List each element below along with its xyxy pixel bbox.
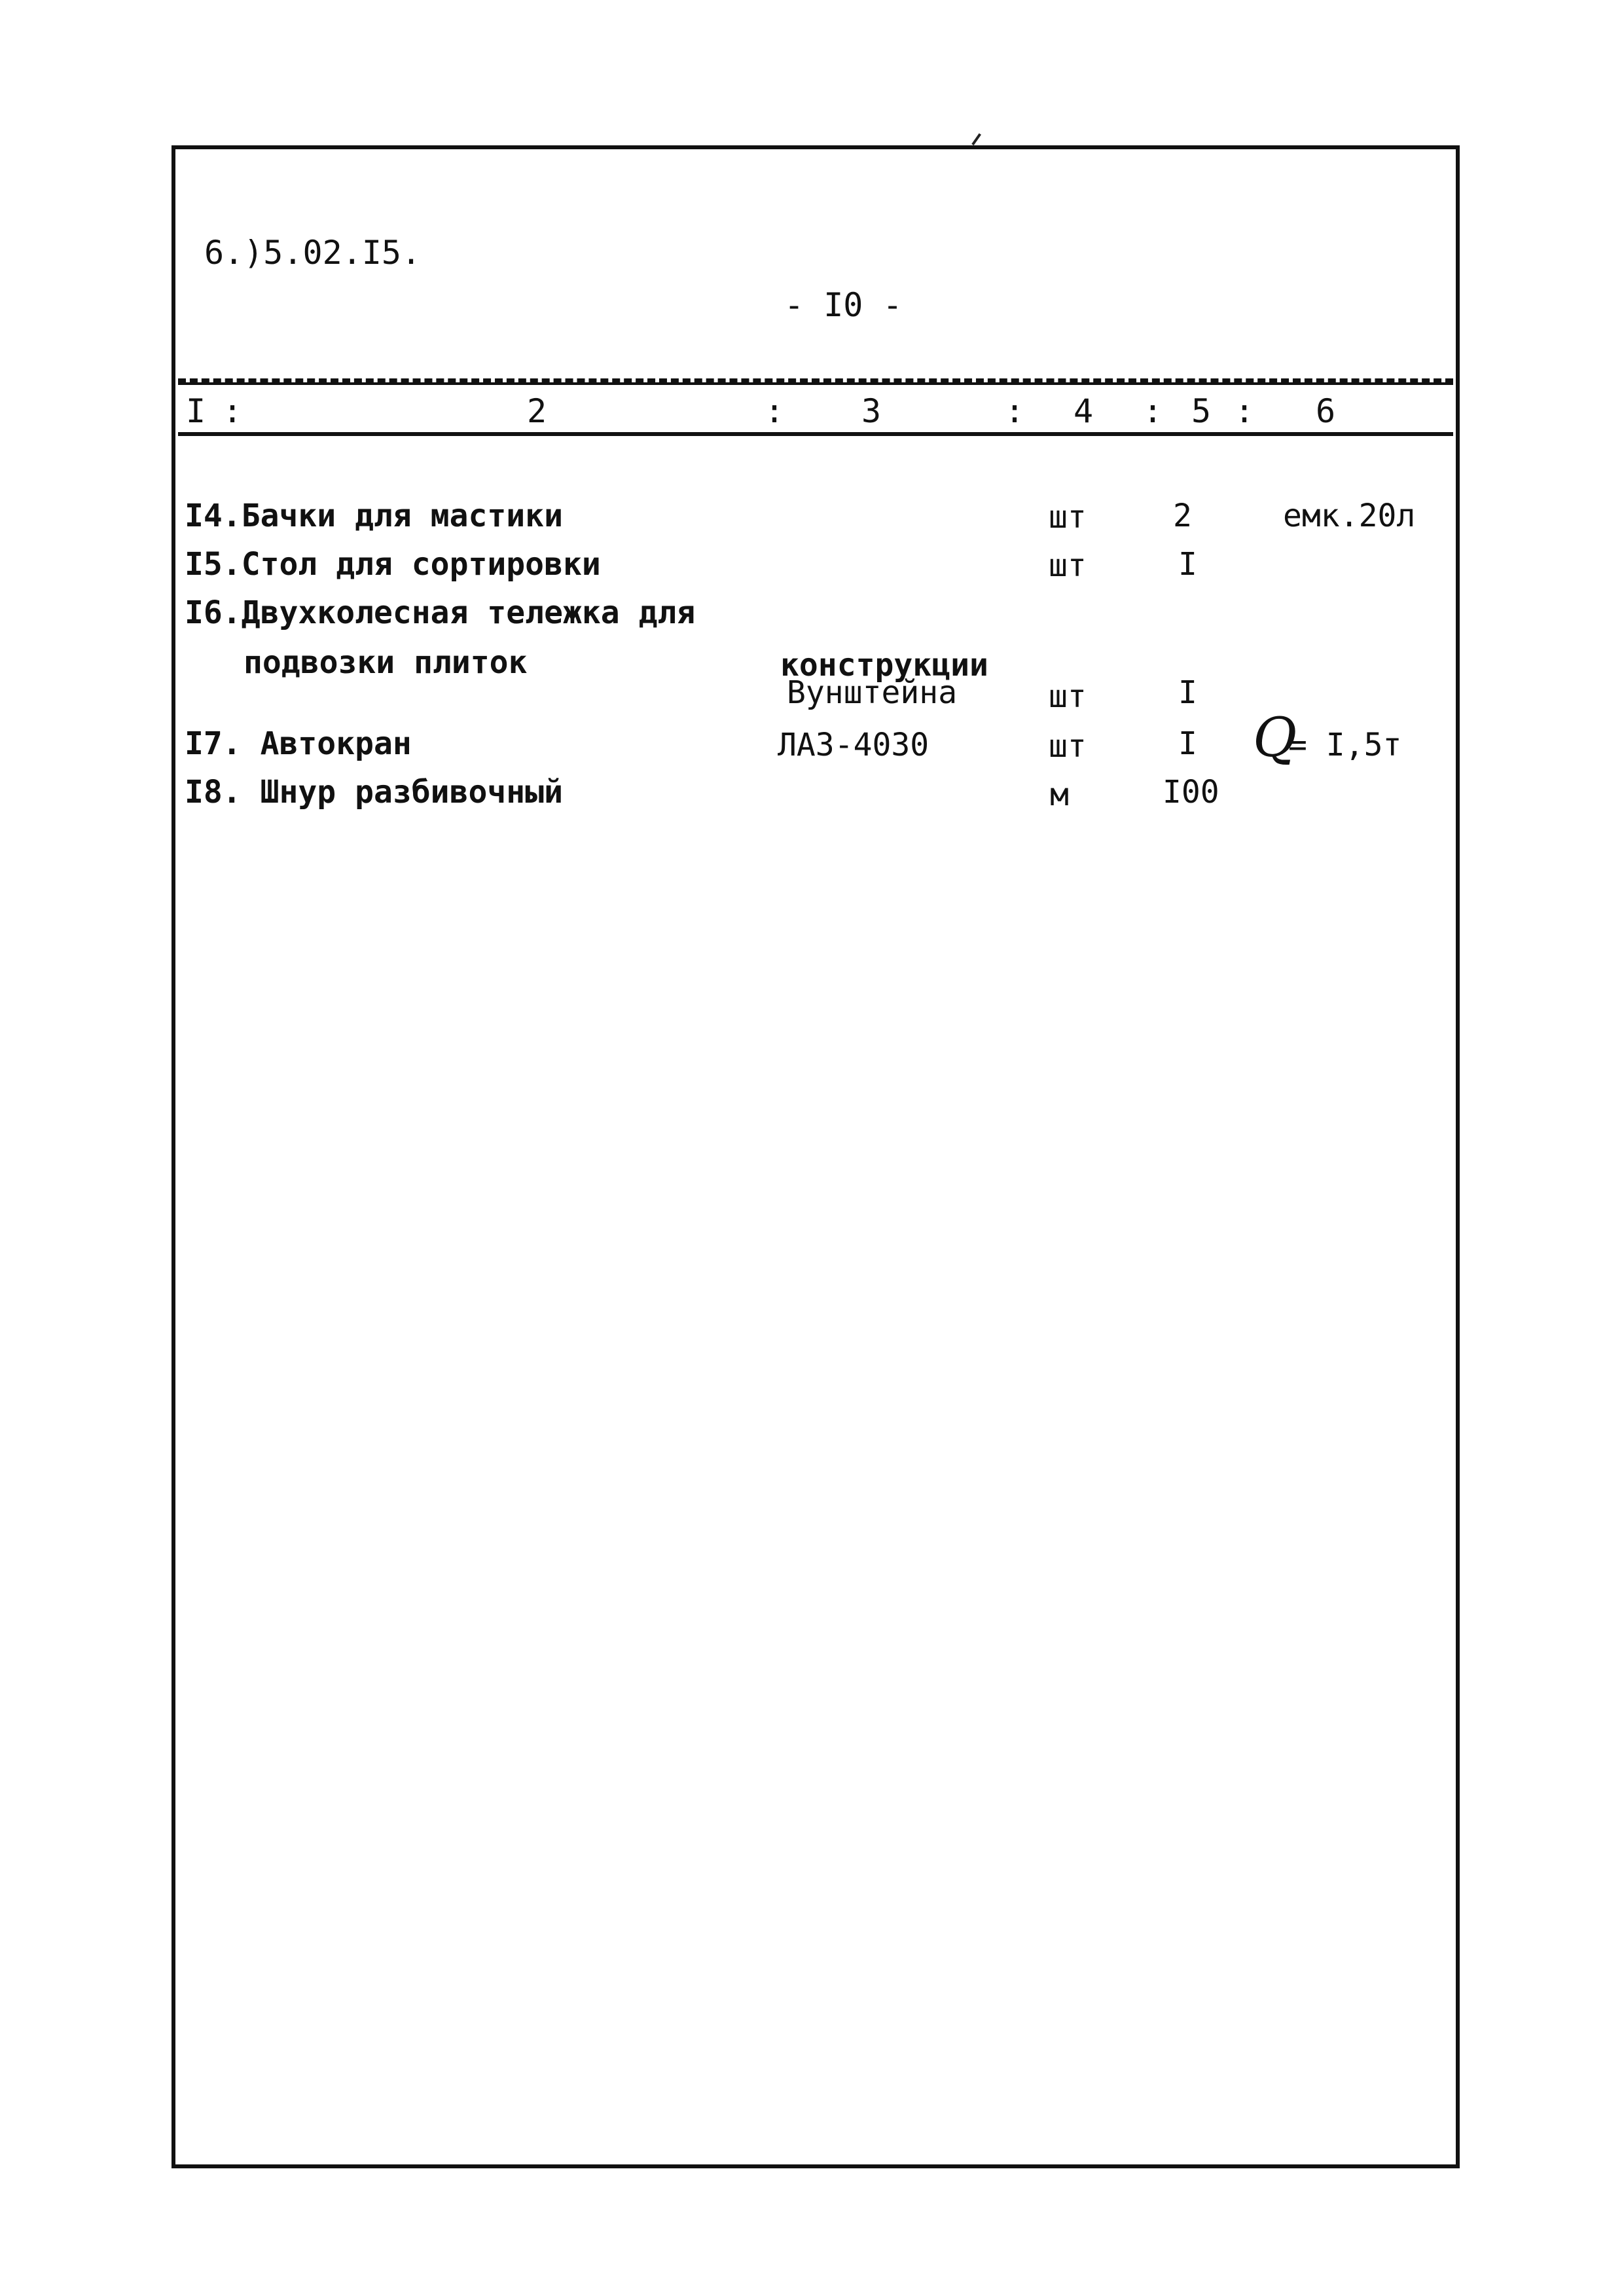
row-17-qty: I <box>1178 725 1197 762</box>
row-17-load-symbol: Q <box>1253 707 1297 769</box>
col-header-4: 4 <box>1074 392 1094 430</box>
page-frame <box>171 145 1460 2168</box>
row-16-qty: I <box>1178 674 1197 711</box>
row-14-unit: шт <box>1049 499 1087 536</box>
row-17-unit: шт <box>1049 728 1087 765</box>
col-header-5: 5 <box>1191 392 1212 430</box>
row-17-name: I7. Автокран <box>185 725 412 762</box>
row-16-name-cont: подвозки плиток <box>244 644 528 681</box>
row-16-name: I6.Двухколесная тележка для <box>185 594 696 631</box>
row-17-load: = I,5т <box>1288 727 1402 763</box>
row-18-unit: м <box>1050 776 1069 813</box>
row-14-name: I4.Бачки для мастики <box>185 498 563 534</box>
col-sep: : <box>223 392 243 430</box>
row-16-spec-cont: Вунштейна <box>787 674 958 711</box>
row-14-note: емк.20л <box>1283 498 1416 534</box>
row-18-name: I8. Шнур разбивочный <box>185 774 563 811</box>
page-number: - I0 - <box>784 286 903 324</box>
col-header-3: 3 <box>861 392 882 430</box>
col-header-2: 2 <box>527 392 547 430</box>
row-14-qty: 2 <box>1173 498 1192 534</box>
document-code: 6.)5.02.I5. <box>204 234 422 272</box>
col-header-6: 6 <box>1316 392 1336 430</box>
col-sep: : <box>765 392 785 430</box>
row-17-spec: ЛАЗ-4030 <box>778 727 929 763</box>
header-top-rule-2 <box>178 382 1453 385</box>
row-15-name: I5.Стол для сортировки <box>185 546 620 583</box>
row-16-unit: шт <box>1049 678 1087 715</box>
row-16-spec: конструкции <box>780 647 988 683</box>
col-sep: : <box>1235 392 1255 430</box>
row-18-qty: I00 <box>1163 774 1219 811</box>
row-15-unit: шт <box>1049 547 1087 584</box>
col-sep: : <box>1005 392 1025 430</box>
header-bottom-rule <box>178 432 1453 436</box>
row-15-qty: I <box>1178 546 1197 583</box>
col-sep: : <box>1143 392 1163 430</box>
col-header-1: I <box>186 392 206 430</box>
